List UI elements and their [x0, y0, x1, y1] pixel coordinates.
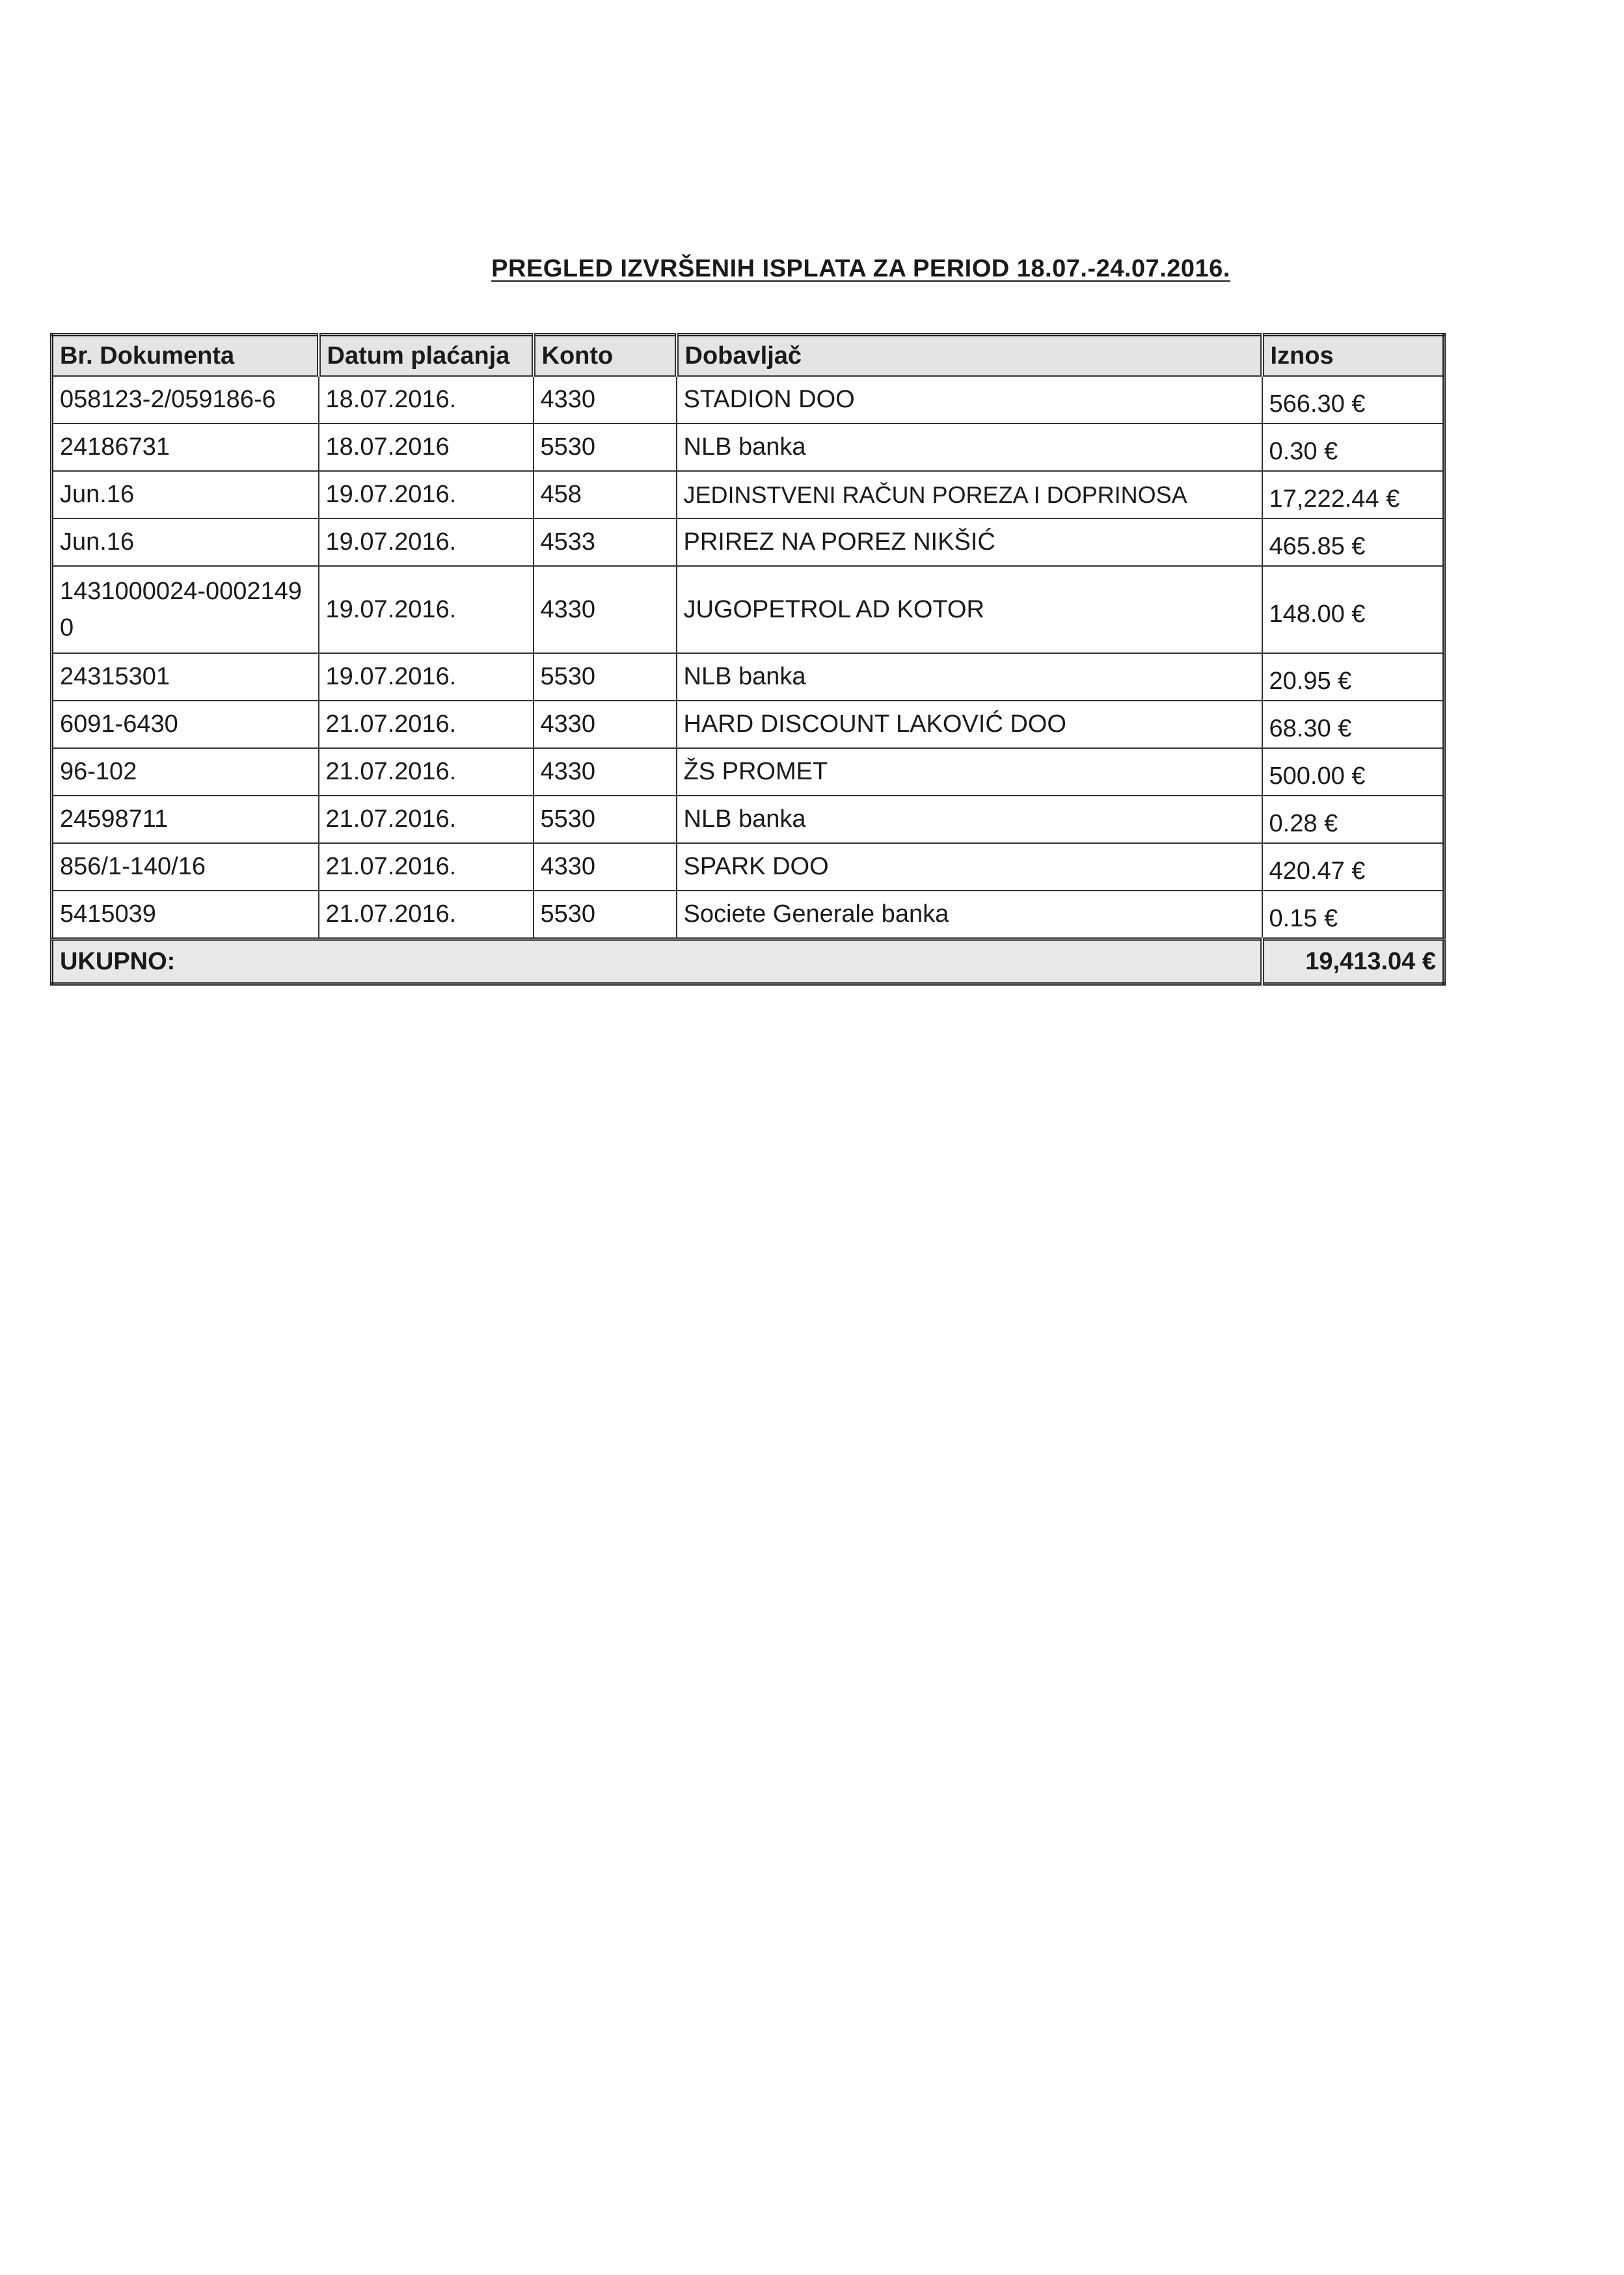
total-amount: 19,413.04 €: [1262, 939, 1444, 984]
cell-konto: 458: [534, 471, 677, 518]
cell-iznos: 0.28 €: [1262, 796, 1444, 843]
table-row: [52, 471, 1444, 518]
page-title-text: PREGLED IZVRŠENIH ISPLATA ZA PERIOD 18.07.-24.07.2016.: [491, 255, 1230, 282]
cell-br-dokumenta: 96-102: [52, 748, 319, 796]
cell-konto: 5530: [534, 796, 677, 843]
cell-datum: 19.07.2016.: [319, 566, 534, 653]
table-row: [52, 424, 1444, 471]
cell-konto: 5530: [534, 424, 677, 471]
table-row: [52, 566, 1444, 653]
table-row: [52, 796, 1444, 843]
cell-br-dokumenta: 058123-2/059186-6: [52, 376, 319, 424]
header-konto: Konto: [534, 335, 677, 377]
cell-br-dokumenta: 24315301: [52, 653, 319, 701]
cell-dobavljac: NLB banka: [677, 796, 1262, 843]
cell-br-dokumenta: Jun.16: [52, 518, 319, 566]
table-total-row: [52, 939, 1444, 984]
header-datum-placanja: Datum plaćanja: [319, 335, 534, 377]
cell-br-dokumenta: Jun.16: [52, 471, 319, 518]
cell-dobavljac: NLB banka: [677, 424, 1262, 471]
cell-br-dokumenta: 24598711: [52, 796, 319, 843]
table-row: [52, 518, 1444, 566]
cell-datum: 21.07.2016.: [319, 748, 534, 796]
cell-br-dokumenta: 856/1-140/16: [52, 843, 319, 891]
total-label: UKUPNO:: [52, 939, 1262, 984]
cell-konto: 5530: [534, 891, 677, 939]
table-row: [52, 653, 1444, 701]
cell-konto: 4330: [534, 566, 677, 653]
table-header-row: [52, 335, 1444, 377]
page-title: [0, 255, 1624, 283]
cell-iznos: 0.15 €: [1262, 891, 1444, 939]
table-row: [52, 891, 1444, 939]
header-dobavljac: Dobavljač: [677, 335, 1262, 377]
header-br-dokumenta: Br. Dokumenta: [52, 335, 319, 377]
cell-datum: 18.07.2016.: [319, 376, 534, 424]
cell-datum: 19.07.2016.: [319, 518, 534, 566]
cell-dobavljac: NLB banka: [677, 653, 1262, 701]
header-iznos: Iznos: [1262, 335, 1444, 377]
cell-iznos: 0.30 €: [1262, 424, 1444, 471]
cell-br-dokumenta: 24186731: [52, 424, 319, 471]
cell-datum: 21.07.2016.: [319, 891, 534, 939]
cell-datum: 21.07.2016.: [319, 796, 534, 843]
cell-konto: 4330: [534, 843, 677, 891]
cell-iznos: 20.95 €: [1262, 653, 1444, 701]
cell-br-dokumenta: 1431000024-00021490: [52, 566, 319, 653]
cell-iznos: 566.30 €: [1262, 376, 1444, 424]
cell-konto: 4533: [534, 518, 677, 566]
cell-dobavljac: HARD DISCOUNT LAKOVIĆ DOO: [677, 701, 1262, 748]
cell-iznos: 420.47 €: [1262, 843, 1444, 891]
cell-br-dokumenta: 5415039: [52, 891, 319, 939]
cell-datum: 21.07.2016.: [319, 701, 534, 748]
cell-dobavljac: ŽS PROMET: [677, 748, 1262, 796]
cell-datum: 19.07.2016.: [319, 653, 534, 701]
cell-datum: 18.07.2016: [319, 424, 534, 471]
cell-dobavljac: SPARK DOO: [677, 843, 1262, 891]
cell-dobavljac: STADION DOO: [677, 376, 1262, 424]
cell-dobavljac: PRIREZ NA POREZ NIKŠIĆ: [677, 518, 1262, 566]
cell-iznos: 17,222.44 €: [1262, 471, 1444, 518]
cell-konto: 4330: [534, 701, 677, 748]
cell-dobavljac: Societe Generale banka: [677, 891, 1262, 939]
cell-iznos: 465.85 €: [1262, 518, 1444, 566]
table-row: [52, 376, 1444, 424]
table-row: [52, 843, 1444, 891]
cell-dobavljac: JEDINSTVENI RAČUN POREZA I DOPRINOSA: [677, 471, 1262, 518]
cell-konto: 4330: [534, 376, 677, 424]
cell-iznos: 500.00 €: [1262, 748, 1444, 796]
payments-table: [50, 333, 1446, 986]
cell-iznos: 148.00 €: [1262, 566, 1444, 653]
cell-br-dokumenta: 6091-6430: [52, 701, 319, 748]
cell-konto: 4330: [534, 748, 677, 796]
cell-datum: 19.07.2016.: [319, 471, 534, 518]
cell-datum: 21.07.2016.: [319, 843, 534, 891]
cell-iznos: 68.30 €: [1262, 701, 1444, 748]
cell-konto: 5530: [534, 653, 677, 701]
cell-dobavljac: JUGOPETROL AD KOTOR: [677, 566, 1262, 653]
table-row: [52, 701, 1444, 748]
table-row: [52, 748, 1444, 796]
